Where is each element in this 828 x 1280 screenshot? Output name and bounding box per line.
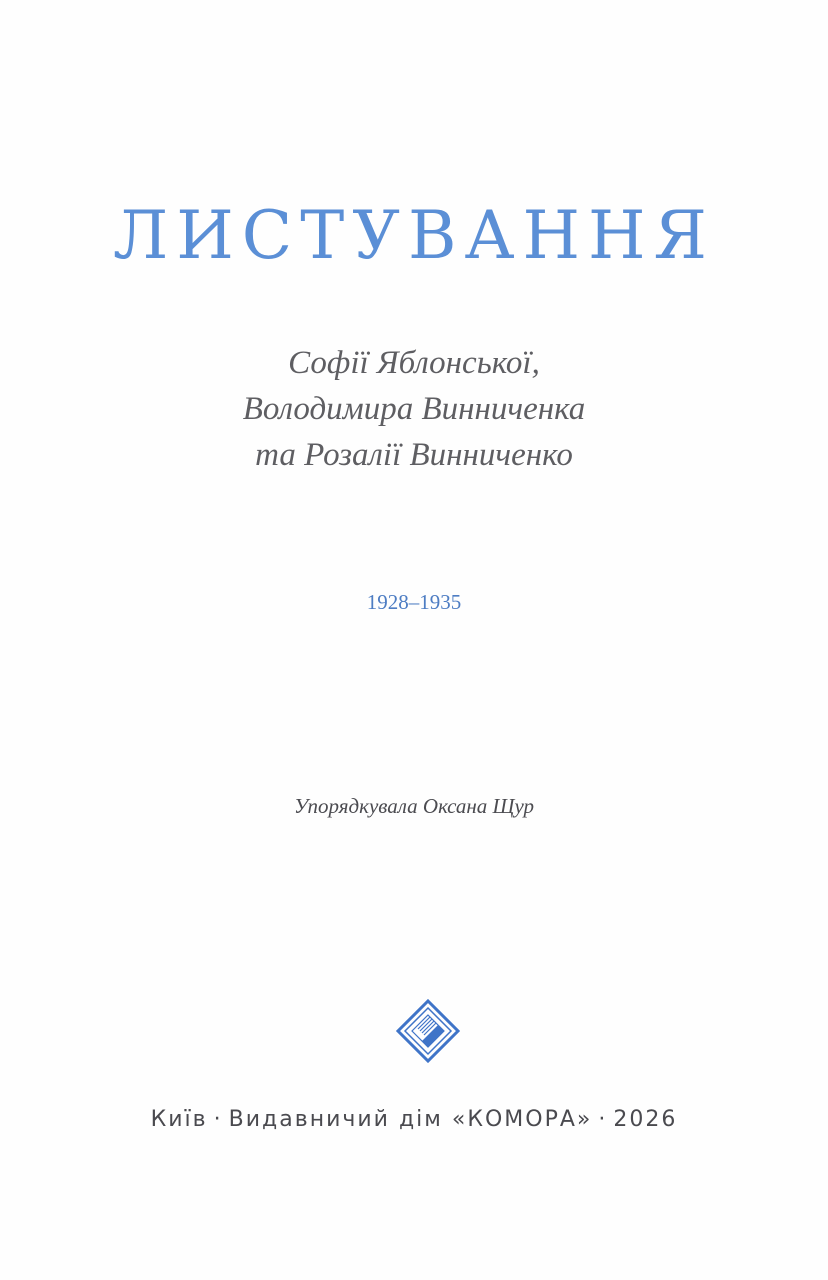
compiler-credit: Упорядкувала Оксана Щур [293, 794, 534, 818]
book-subtitle [0, 340, 828, 478]
subtitle-line-2: Володимира Винниченка [242, 391, 586, 427]
imprint-publisher: Видавничий дім «КОМОРА» [228, 1107, 593, 1132]
imprint-city: Київ [150, 1107, 208, 1132]
year-range: 1928–1935 [366, 590, 462, 614]
subtitle-line-3: та Розалії Винниченко [255, 437, 573, 473]
subtitle-line-1: Софії Яблонської, [288, 345, 540, 381]
imprint-year: 2026 [613, 1107, 678, 1132]
imprint-separator: · [598, 1107, 608, 1132]
book-title: ЛИСТУВАННЯ [113, 197, 715, 274]
imprint-separator: · [213, 1107, 223, 1132]
publisher-logo-icon [396, 999, 460, 1063]
imprint-line [0, 1105, 828, 1135]
